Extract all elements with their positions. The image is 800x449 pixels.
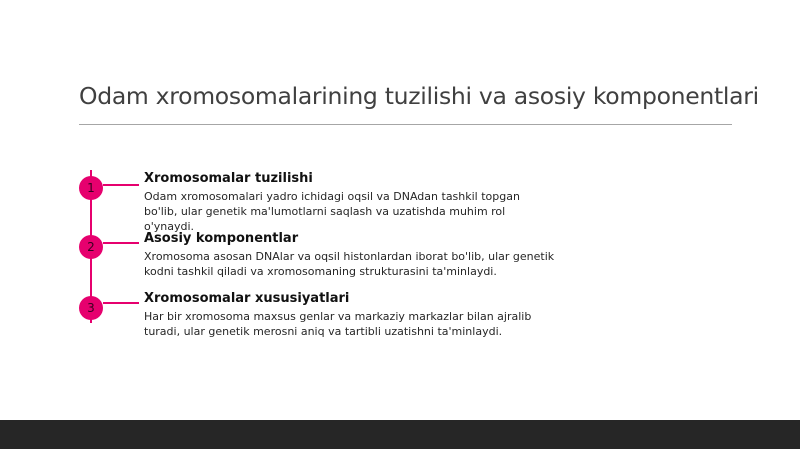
title-divider xyxy=(79,124,732,125)
item-text: Odam xromosomalari yadro ichidagi oqsil va DNAdan tashkil topgan bo'lib, ular genetik ma'lumotlarni saqlash va uzatishda muhim rol o'ynaydi. xyxy=(144,190,520,233)
slide-title: Odam xromosomalarining tuzilishi va asosiy komponentlari xyxy=(79,82,759,110)
timeline-connector-2 xyxy=(103,242,139,244)
item-heading: Asosiy komponentlar xyxy=(144,231,299,246)
timeline-connector-3 xyxy=(103,302,139,304)
timeline-item-1 xyxy=(144,171,564,234)
item-text: Har bir xromosoma maxsus genlar va markaziy markazlar bilan ajralib turadi, ular genetik merosni aniq va tartibli uzatishni ta'minlaydi. xyxy=(144,310,532,338)
timeline-node-3: 3 xyxy=(79,296,103,320)
item-text: Xromosoma asosan DNAlar va oqsil histonlardan iborat bo'lib, ular genetik kodni tashkil qiladi va xromosomaning strukturasini ta'minlaydi. xyxy=(144,250,555,278)
timeline-item-3 xyxy=(144,291,564,339)
timeline-node-1: 1 xyxy=(79,176,103,200)
item-heading: Xromosomalar xususiyatlari xyxy=(144,291,350,306)
timeline-node-2: 2 xyxy=(79,235,103,259)
timeline-item-2 xyxy=(144,231,564,279)
bottom-bar xyxy=(0,420,800,449)
timeline-connector-1 xyxy=(103,184,139,186)
item-heading: Xromosomalar tuzilishi xyxy=(144,171,313,186)
